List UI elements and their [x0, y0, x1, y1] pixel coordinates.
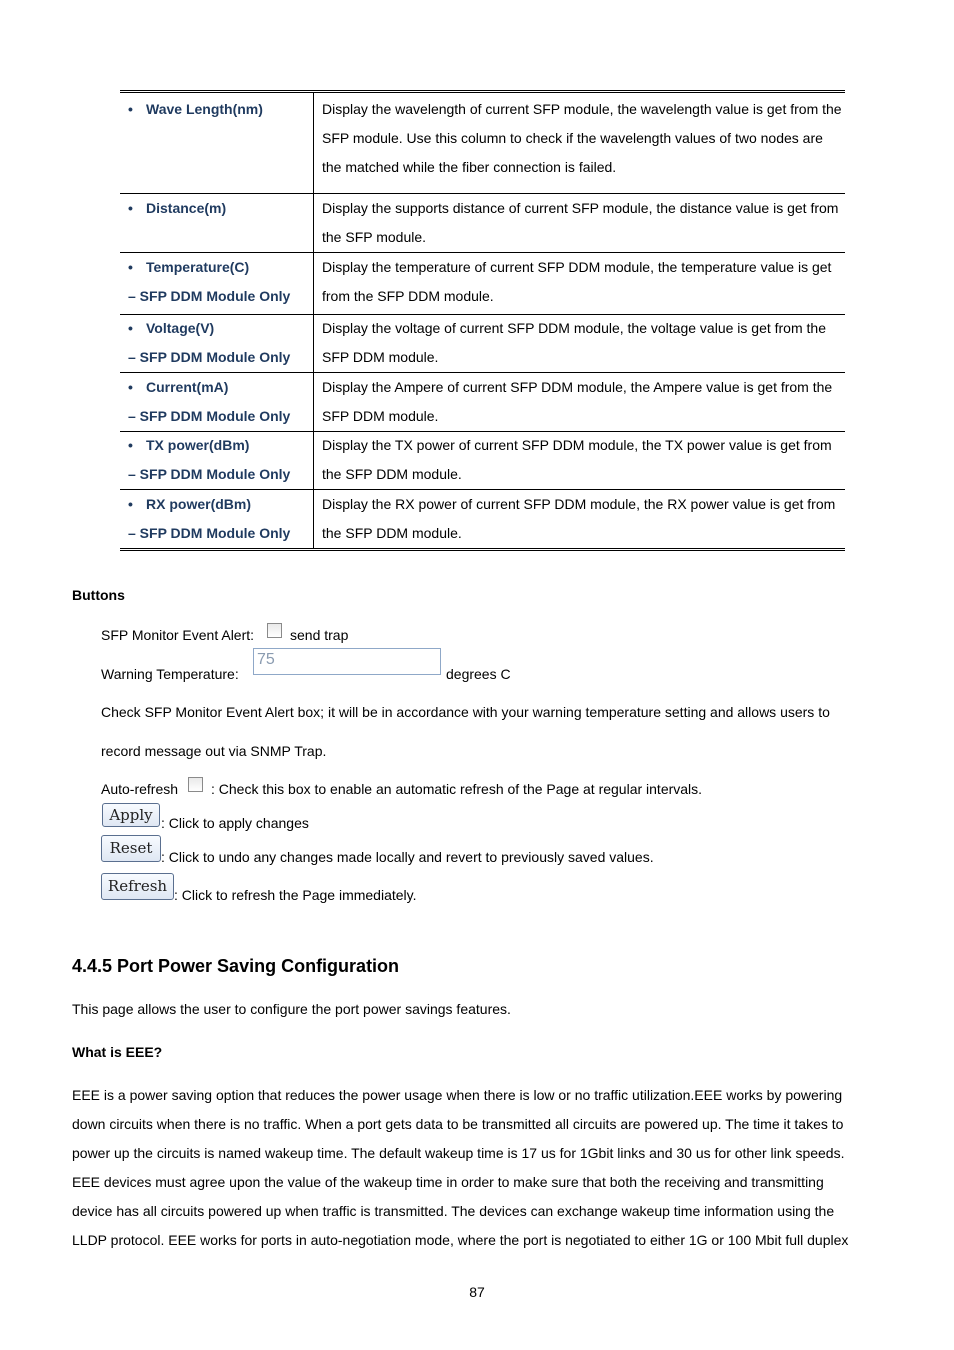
table-row-param: • RX power(dBm) — [128, 496, 251, 512]
paragraph-line: down circuits when there is no traffic. When a port gets data to be transmitted all circuits are powered up. The time it takes to — [72, 1116, 844, 1132]
table-row-note: – SFP DDM Module Only — [128, 288, 291, 304]
page-number: 87 — [469, 1284, 485, 1300]
paragraph-line: EEE devices must agree upon the value of the wakeup time in order to make sure that both the receiving and transmitting — [72, 1174, 824, 1190]
table-row-note: – SFP DDM Module Only — [128, 349, 291, 365]
table-row-desc: Display the temperature of current SFP DDM module, the temperature value is get from the SFP DDM module. — [322, 259, 832, 304]
section-title: 4.4.5 Port Power Saving Configuration — [72, 956, 400, 976]
table-column-divider — [313, 93, 314, 549]
auto-refresh-label: Auto-refresh — [101, 781, 179, 797]
table-row-desc: Display the Ampere of current SFP DDM module, the Ampere value is get from the SFP DDM module. — [322, 379, 833, 424]
auto-refresh-checkbox[interactable] — [188, 777, 203, 792]
table-row-param: • Temperature(C) — [128, 259, 250, 275]
eee-subheading: What is EEE? — [72, 1044, 163, 1060]
event-alert-description: Check SFP Monitor Event Alert box; it will be in accordance with your warning temperature setting and allows users to — [101, 704, 830, 720]
apply-description: : Click to apply changes — [161, 815, 309, 831]
send-trap-checkbox[interactable] — [267, 623, 282, 638]
table-row-param: • Current(mA) — [128, 379, 229, 395]
table-row-param: • Wave Length(nm) — [128, 101, 263, 117]
table-row-desc: Display the voltage of current SFP DDM module, the voltage value is get from the SFP DDM module. — [322, 320, 826, 365]
table-row-param: • Distance(m) — [128, 200, 227, 216]
table-row-param: • TX power(dBm) — [128, 437, 250, 453]
reset-description: : Click to undo any changes made locally and revert to previously saved values. — [161, 849, 654, 865]
buttons-heading: Buttons — [72, 587, 125, 603]
table-top-rule — [120, 90, 845, 93]
paragraph-line: device has all circuits powered up when traffic is transmitted. The devices can exchange wakeup time information using the — [72, 1203, 835, 1219]
parameter-table — [120, 90, 845, 552]
apply-button[interactable]: Apply — [102, 803, 160, 827]
refresh-button[interactable]: Refresh — [101, 873, 174, 900]
paragraph-line: EEE is a power saving option that reduces the power usage when there is low or no traffic utilization.EEE works by powering — [72, 1087, 843, 1103]
send-trap-label: send trap — [290, 627, 349, 643]
table-bottom-rule — [120, 548, 845, 551]
paragraph-line: power up the circuits is named wakeup time. The default wakeup time is 17 us for 1Gbit links and 30 us for other link speeds. — [72, 1145, 845, 1161]
paragraph-line: LLDP protocol. EEE works for ports in auto-negotiation mode, where the port is negotiated to either 1G or 100 Mbit full duplex — [72, 1232, 849, 1248]
eee-paragraph — [72, 1081, 882, 1255]
table-row-desc: Display the supports distance of current SFP module, the distance value is get from the SFP module. — [322, 200, 839, 245]
auto-refresh-description: : Check this box to enable an automatic refresh of the Page at regular intervals. — [211, 781, 703, 797]
degrees-label: degrees C — [446, 666, 511, 682]
reset-button[interactable]: Reset — [101, 835, 161, 862]
table-row-param: • Voltage(V) — [128, 320, 215, 336]
warning-temp-input[interactable]: 75 — [253, 648, 441, 675]
section-intro: This page allows the user to configure the port power savings features. — [72, 1001, 511, 1017]
event-alert-label: SFP Monitor Event Alert: — [101, 627, 255, 643]
refresh-description: : Click to refresh the Page immediately. — [174, 887, 417, 903]
event-alert-description: record message out via SNMP Trap. — [101, 743, 327, 759]
table-row-note: – SFP DDM Module Only — [128, 466, 291, 482]
table-row-desc: Display the RX power of current SFP DDM module, the RX power value is get from the SFP DDM module. — [322, 496, 836, 541]
table-row-desc: Display the wavelength of current SFP module, the wavelength value is get from the SFP module. Use this column to check if the wavelength values of two nodes are the matched while the fiber connection is failed. — [322, 101, 842, 175]
table-row-note: – SFP DDM Module Only — [128, 408, 291, 424]
warning-temp-label: Warning Temperature: — [101, 666, 239, 682]
table-row-note: – SFP DDM Module Only — [128, 525, 291, 541]
table-row-desc: Display the TX power of current SFP DDM module, the TX power value is get from the SFP DDM module. — [322, 437, 832, 482]
